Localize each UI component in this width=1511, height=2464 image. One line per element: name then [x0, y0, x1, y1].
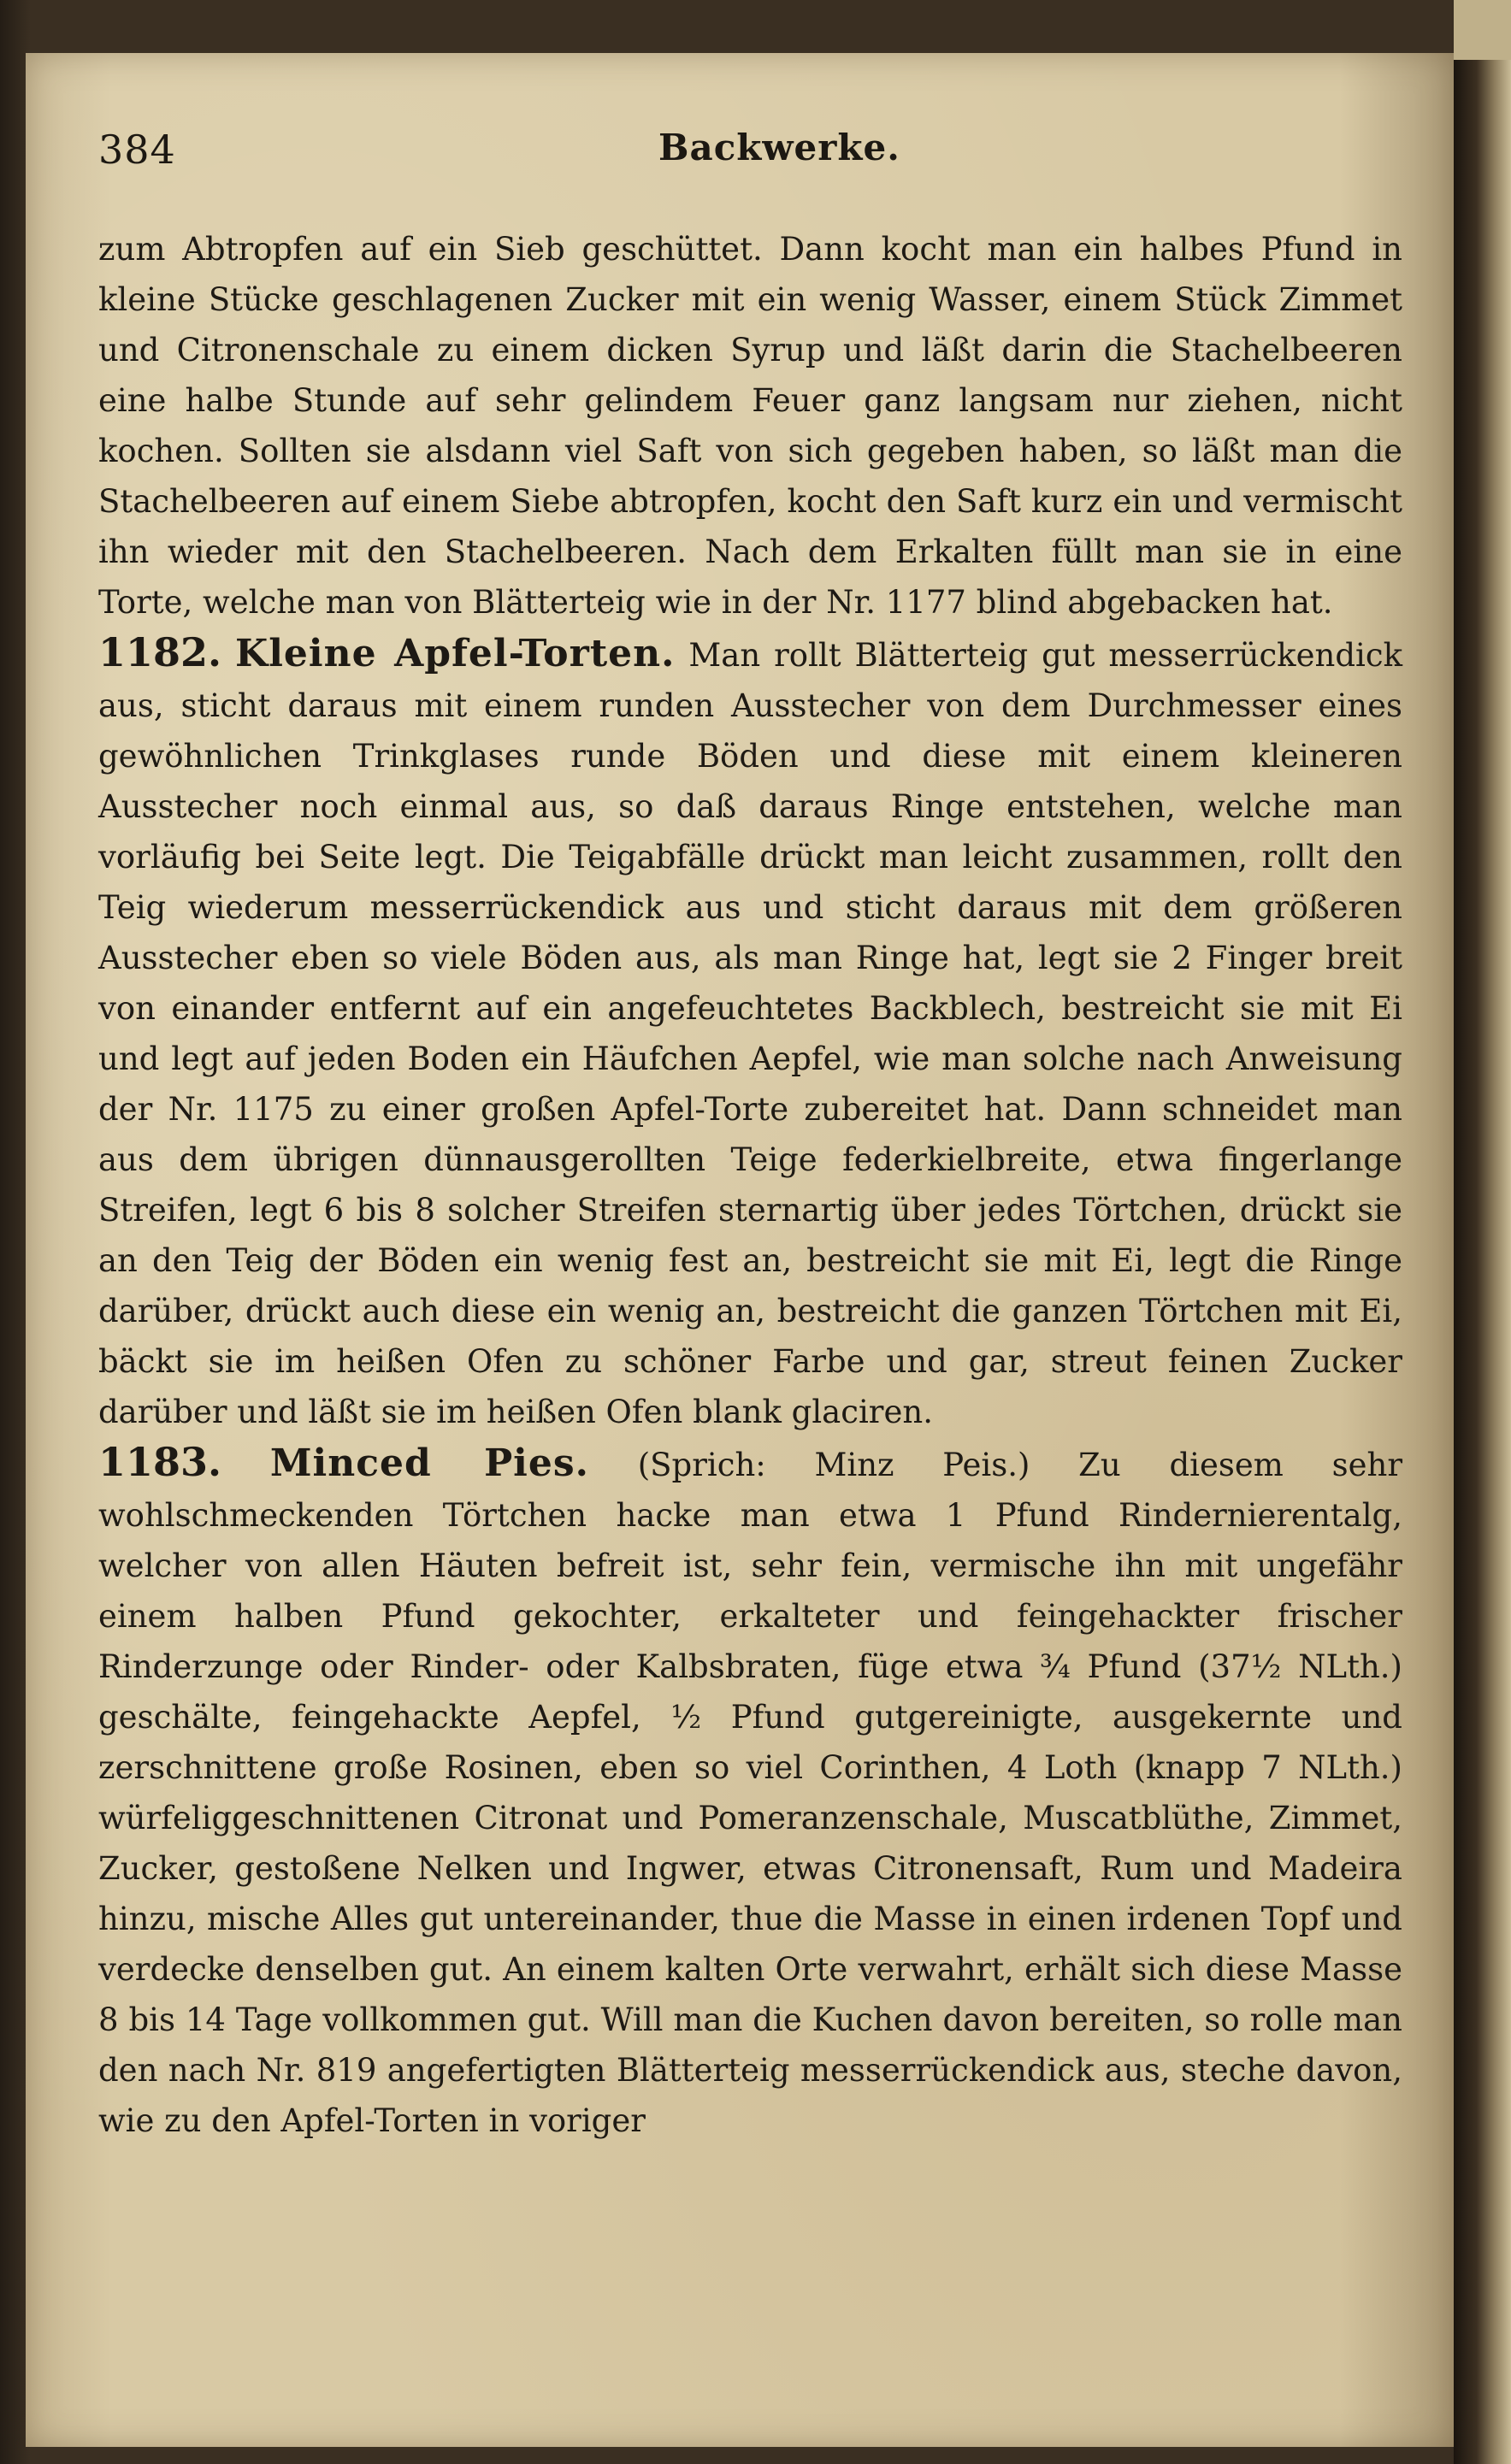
book-binding-edge: [1454, 0, 1511, 2464]
recipe-number: 1183.: [98, 1439, 222, 1485]
recipe-body: (Sprich: Minz Peis.) Zu diesem sehr wohlschmeckenden Törtchen hacke man etwa 1 Pfund Rindernierentalg, welcher von allen Häuten befreit ist, sehr fein, vermische ihn mit ungefähr einem halben Pfund gekochter, erkalteter und feingehackter frischer Rinderzunge oder Rinder- oder Kalbsbraten, füge etwa ¾ Pfund (37½ NLth.) geschälte, feingehackte Aepfel, ½ Pfund gutgereinigte, ausgekernte und zerschnittene große Rosinen, eben so viel Corinthen, 4 Loth (knapp 7 NLth.) würfeliggeschnittenen Citronat und Pomeranzenschale, Muscatblüthe, Zimmet, Zucker, gestoßene Nelken und Ingwer, etwas Citronensaft, Rum und Madeira hinzu, mische Alles gut untereinander, thue die Masse in einen irdenen Topf und verdecke denselben gut. An einem kalten Orte verwahrt, erhält sich diese Masse 8 bis 14 Tage vollkommen gut. Will man die Kuchen davon bereiten, so rolle man den nach Nr. 819 angefertigten Blätterteig messerrückendick aus, steche davon, wie zu den Apfel-Torten in voriger: [98, 1447, 1403, 2139]
page-body: [98, 224, 1402, 2146]
page-header: [77, 120, 1411, 180]
running-head: Backwerke.: [658, 127, 900, 168]
continued-paragraph: zum Abtropfen auf ein Sieb geschüttet. Dann kocht man ein halbes Pfund in kleine Stücke geschlagenen Zucker mit ein wenig Wasser, einem Stück Zimmet und Citronenschale zu einem dicken Syrup und läßt darin die Stachelbeeren eine halbe Stunde auf sehr gelindem Feuer ganz langsam nur ziehen, nicht kochen. Sollten sie alsdann viel Saft von sich gegeben haben, so läßt man die Stachelbeeren auf einem Siebe abtropfen, kocht den Saft kurz ein und vermischt ihn wieder mit den Stachelbeeren. Nach dem Erkalten füllt man sie in eine Torte, welche man von Blätterteig wie in der Nr. 1177 blind abgebacken hat.: [98, 231, 1402, 621]
recipe-title: Minced Pies.: [269, 1441, 589, 1485]
binding-corner: [1454, 0, 1511, 60]
recipe-title: Kleine Apfel-Torten.: [234, 632, 676, 675]
recipe-number: 1182.: [98, 629, 222, 675]
recipe-1182: [98, 628, 1402, 1437]
recipe-1183: [98, 1437, 1402, 2146]
recipe-body: Man rollt Blätterteig gut messerrückendick aus, sticht daraus mit einem runden Ausstecher von dem Durchmesser eines gewöhnlichen Trinkglases runde Böden und diese mit einem kleineren Ausstecher noch einmal aus, so daß daraus Ringe entstehen, welche man vorläufig bei Seite legt. Die Teigabfälle drückt man leicht zusammen, rollt den Teig wiederum messerrückendick aus und sticht daraus mit dem größeren Ausstecher eben so viele Böden aus, als man Ringe hat, legt sie 2 Finger breit von einander entfernt auf ein angefeuchtetes Backblech, bestreicht sie mit Ei und legt auf jeden Boden ein Häufchen Aepfel, wie man solche nach Anweisung der Nr. 1175 zu einer großen Apfel-Torte zubereitet hat. Dann schneidet man aus dem übrigen dünnausgerollten Teige federkielbreite, etwa fingerlange Streifen, legt 6 bis 8 solcher Streifen sternartig über jedes Törtchen, drückt sie an den Teig der Böden ein wenig fest an, bestreicht sie mit Ei, legt die Ringe darüber, drückt auch diese ein wenig an, bestreicht die ganzen Törtchen mit Ei, bäckt sie im heißen Ofen zu schöner Farbe und gar, streut feinen Zucker darüber und läßt sie im heißen Ofen blank glaciren.: [98, 637, 1402, 1430]
page-number: 384: [98, 127, 176, 173]
